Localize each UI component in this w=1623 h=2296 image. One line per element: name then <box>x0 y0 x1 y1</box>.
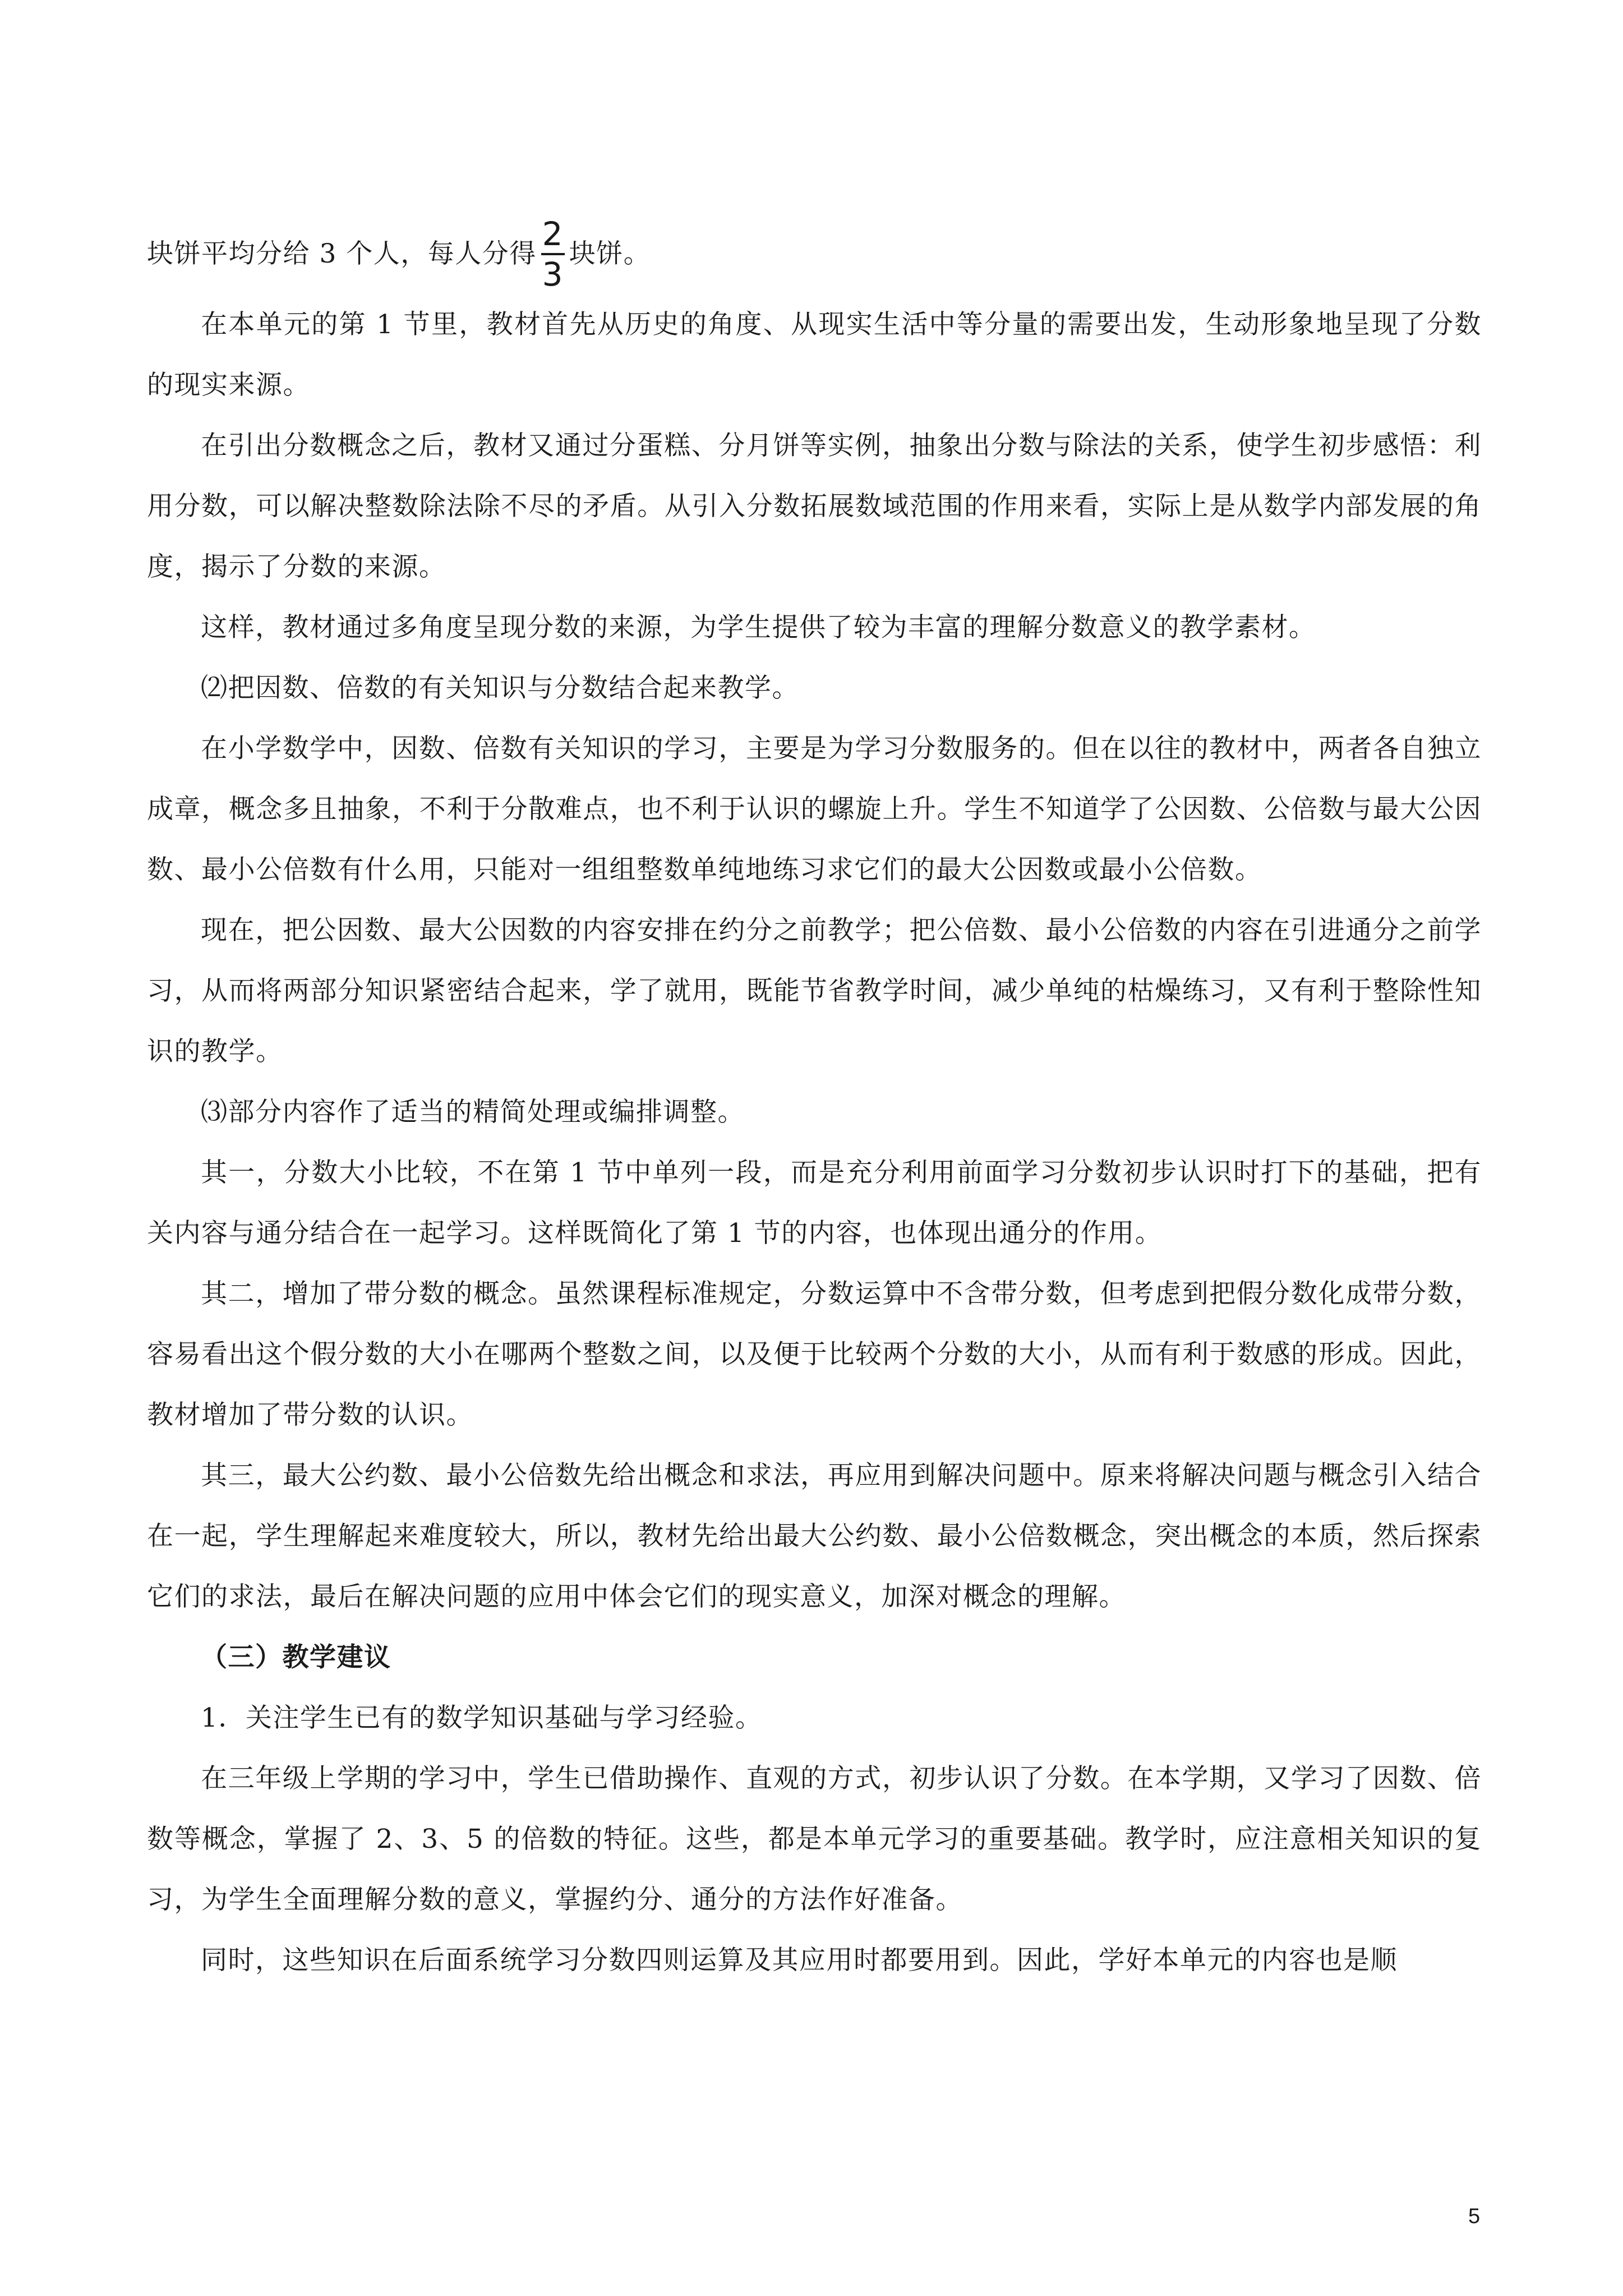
page-number: 5 <box>1468 2205 1481 2228</box>
paragraph: 1．关注学生已有的数学知识基础与学习经验。 <box>201 1703 763 1733</box>
paragraph: 其二，增加了带分数的概念。虽然课程标准规定，分数运算中不含带分数，但考虑到把假分数化成带分数，容易看出这个假分数的大小在哪两个整数之间，以及便于比较两个分数的大小，从而有利于数感的形成。因此，教材增加了带分数的认识。 <box>147 1278 1482 1430</box>
paragraph: 在小学数学中，因数、倍数有关知识的学习，主要是为学习分数服务的。但在以往的教材中，两者各自独立成章，概念多且抽象，不利于分散难点，也不利于认识的螺旋上升。学生不知道学了公因数、公倍数与最大公因数、最小公倍数有什么用，只能对一组组整数单纯地练习求它们的最大公因数或最小公倍数。 <box>147 733 1482 885</box>
fraction-numerator: 2 <box>542 215 564 253</box>
intro-line <box>147 216 651 292</box>
intro-text-after: 块饼。 <box>569 238 651 269</box>
subheading: ⑵把因数、倍数的有关知识与分数结合起来教学。 <box>201 673 799 703</box>
paragraph: 在本单元的第 1 节里，教材首先从历史的角度、从现实生活中等分量的需要出发，生动形象地呈现了分数的现实来源。 <box>147 309 1482 401</box>
paragraph: 这样，教材通过多角度呈现分数的来源，为学生提供了较为丰富的理解分数意义的教学素材。 <box>201 612 1316 643</box>
section-heading: （三）教学建议 <box>201 1642 391 1673</box>
paragraph: 其一，分数大小比较，不在第 1 节中单列一段，而是充分利用前面学习分数初步认识时打下的基础，把有关内容与通分结合在一起学习。这样既简化了第 1 节的内容，也体现出通分的作用。 <box>147 1157 1482 1249</box>
paragraph: 其三，最大公约数、最小公倍数先给出概念和求法，再应用到解决问题中。原来将解决问题与概念引入结合在一起，学生理解起来难度较大，所以，教材先给出最大公约数、最小公倍数概念，突出概念的本质，然后探索它们的求法，最后在解决问题的应用中体会它们的现实意义，加深对概念的理解。 <box>147 1460 1482 1612</box>
paragraph: 同时，这些知识在后面系统学习分数四则运算及其应用时都要用到。因此，学好本单元的内容也是顺 <box>201 1945 1398 1976</box>
paragraph: 在引出分数概念之后，教材又通过分蛋糕、分月饼等实例，抽象出分数与除法的关系，使学生初步感悟：利用分数，可以解决整数除法除不尽的矛盾。从引入分数拓展数域范围的作用来看，实际上是从数学内部发展的角度，揭示了分数的来源。 <box>147 430 1482 582</box>
paragraph: 现在，把公因数、最大公因数的内容安排在约分之前教学；把公倍数、最小公倍数的内容在引进通分之前学习，从而将两部分知识紧密结合起来，学了就用，既能节省教学时间，减少单纯的枯燥练习，又有利于整除性知识的教学。 <box>147 915 1482 1067</box>
paragraph: 在三年级上学期的学习中，学生已借助操作、直观的方式，初步认识了分数。在本学期，又学习了因数、倍数等概念，掌握了 2、3、5 的倍数的特征。这些，都是本单元学习的重要基础。教学时，应注意相关知识的复习，为学生全面理解分数的意义，掌握约分、通分的方法作好准备。 <box>147 1763 1482 1915</box>
fraction-denominator: 3 <box>542 255 564 293</box>
fraction-two-thirds <box>541 216 565 292</box>
body-text <box>147 295 1482 1991</box>
subheading: ⑶部分内容作了适当的精简处理或编排调整。 <box>201 1097 745 1128</box>
intro-text-before: 块饼平均分给 3 个人，每人分得 <box>147 238 537 269</box>
